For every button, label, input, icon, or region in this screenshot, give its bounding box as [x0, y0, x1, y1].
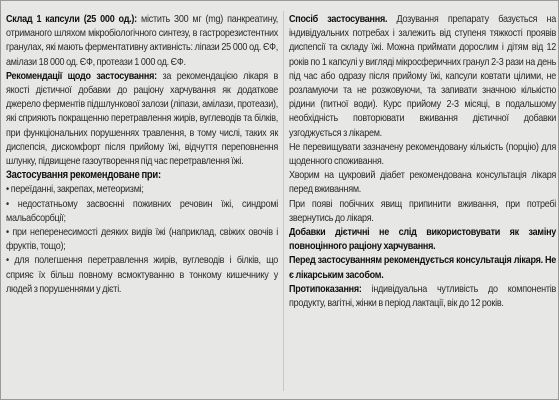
- bullet-item-malabsorption: • недостатньому засвоєнні поживних речовин їжі, синдромі мальабсорбції;: [6, 197, 279, 224]
- bullet-item-overeating: • переїданні, закрепах, метеоризмі;: [6, 183, 144, 196]
- consult-warning: Перед застосуванням рекомендується консультація лікаря. Не є лікарським засобом.: [289, 254, 557, 281]
- recommendations-paragraph: [6, 69, 278, 168]
- usage-label: Спосіб застосування.: [289, 13, 388, 25]
- recommendations-label: Рекомендації щодо застосування:: [6, 69, 157, 82]
- diabetes-note: Хворим на цукровий діабет рекомендована консультація лікаря перед вживанням.: [289, 169, 557, 196]
- composition-text: містить 300 мг (mg) панкреатину, отриманого шляхом мікробіологічного синтезу, в гастрорезистентних гранулах, які мають ферментативну активність: ліпази 25 000 од. ЄФ, амілази 18 000 од. ЄФ, протеази 1 000 од. ЄФ.: [6, 13, 279, 68]
- side-effects-note: При появі побічних явищ припинити вживання, при потребі звернутись до лікаря.: [289, 197, 557, 224]
- recommendations-text: за рекомендацією лікаря в якості дієтичної добавки до раціону харчування як додаткове джерело ферментів підшлункової залози (ліпази, амілази, протеази), які сприяють покращенню перетравлення жирів, вуглеводів та білків, при функціональних порушеннях травлення, в тому числі, таких як диспепсія, дискомфорт після прийому їжі, відчуття переповнення шлунку, підвищене газоутворення під час перетравлення їжі.: [6, 69, 279, 168]
- bullet-item-intolerance: • при неперенесимості деяких видів їжі (наприклад, свіжих овочів і фруктів, тощо);: [6, 226, 279, 253]
- usage-paragraph: [289, 12, 556, 140]
- column-divider: [283, 11, 284, 391]
- contraindications-label: Протипоказання:: [289, 282, 362, 295]
- usage-text: Дозування препарату базується на індивідуальних потребах і залежить від ступеня тяжкості проявів диспепсії та складу їжі. Можна приймати дорослим і дітям від 12 років по 1 капсулі у вигляді мікросферичних гранул 2-3 рази на день під час або одразу після прийому їжі, капсули ковтати цілими, не розламуючи та не розжовуючи, та запивати значною кількістю рідини (питної води). Курс прийому 2-3 місяці, в подальшому необхідність повторювати вживання дієтичної добавки узгоджується з лікарем.: [289, 13, 557, 139]
- composition-label: Склад 1 капсули (25 000 од.):: [6, 13, 137, 25]
- right-column: [289, 12, 556, 310]
- no-exceed-note: Не перевищувати зазначену рекомендовану кількість (порцію) для щоденного споживання.: [289, 140, 557, 168]
- contraindications-paragraph: [289, 282, 556, 310]
- indicated-heading: Застосування рекомендоване при:: [6, 169, 161, 182]
- contraindications-text: індивідуальна чутливість до компонентів продукту, вагітні, жінки в період лактації, вік до 12 років.: [289, 282, 557, 310]
- not-substitute-warning: Добавки дієтичні не слід використовувати як заміну повноцінного раціону харчування.: [289, 226, 557, 253]
- left-column: [6, 12, 278, 296]
- bullet-item-digestion: • для полегшення перетравлення жирів, вуглеводів і білків, що сприяє їх більш повному всмоктуванню в тонкому кишечнику у людей з порушеннями у дієті.: [6, 254, 279, 295]
- composition-paragraph: [6, 12, 278, 69]
